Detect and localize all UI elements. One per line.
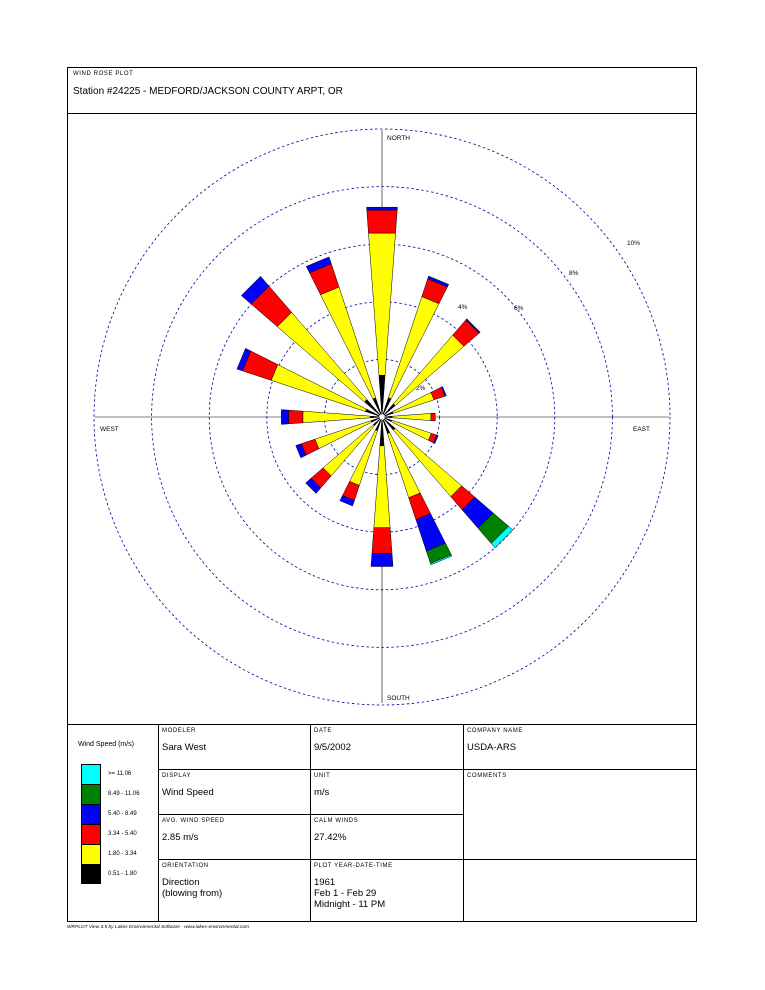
legend-swatch-yellow bbox=[81, 844, 101, 864]
legend-swatch-green bbox=[81, 784, 101, 804]
orientation-value bbox=[162, 877, 222, 899]
legend-swatch-blue bbox=[81, 804, 101, 824]
wind-rose-svg bbox=[68, 113, 696, 724]
wind-rose-chart bbox=[68, 113, 696, 725]
petal-E-class-1 bbox=[385, 416, 392, 418]
orientation-cell bbox=[159, 860, 311, 922]
orientation-line-2: (blowing from) bbox=[162, 888, 223, 899]
calm-center bbox=[379, 414, 385, 420]
plot-frame bbox=[67, 67, 697, 922]
legend bbox=[68, 725, 159, 921]
legend-swatch-red bbox=[81, 824, 101, 844]
station-title: Station #24225 - MEDFORD/JACKSON COUNTY ARPT, OR bbox=[73, 86, 343, 97]
period-year: 1961 bbox=[314, 877, 336, 888]
petal-S-class-4 bbox=[371, 554, 393, 567]
petal-N-class-2 bbox=[368, 233, 395, 375]
petal-E-class-3 bbox=[431, 413, 435, 421]
display-label: DISPLAY bbox=[162, 773, 192, 779]
period-label: PLOT YEAR-DATE-TIME bbox=[314, 863, 393, 869]
plot-header bbox=[68, 68, 696, 114]
avg-speed-label: AVG. WIND SPEED bbox=[162, 818, 225, 824]
orientation-line-1: Direction bbox=[162, 877, 200, 888]
legend-swatch-black bbox=[81, 864, 101, 884]
unit-cell bbox=[311, 770, 464, 815]
legend-range-5: 1.80 - 3.34 bbox=[108, 851, 137, 857]
compass-label-east: EAST bbox=[633, 426, 650, 433]
legend-swatch-cyan bbox=[81, 764, 101, 784]
calm-winds-value: 27.42% bbox=[314, 832, 347, 843]
petal-N-class-3 bbox=[367, 210, 397, 233]
ring-label-2: 4% bbox=[458, 304, 468, 311]
company-label: COMPANY NAME bbox=[467, 728, 523, 734]
period-time: Midnight - 11 PM bbox=[314, 899, 386, 910]
compass-label-north: NORTH bbox=[387, 135, 410, 142]
petal-W-class-1 bbox=[370, 416, 379, 418]
legend-range-2: 8.49 - 11.06 bbox=[108, 791, 140, 797]
unit-label: UNIT bbox=[314, 773, 331, 779]
petal-S-class-3 bbox=[372, 528, 392, 554]
compass-label-west: WEST bbox=[100, 426, 119, 433]
display-value: Wind Speed bbox=[162, 787, 214, 798]
petal-E-class-2 bbox=[392, 413, 431, 420]
compass-label-south: SOUTH bbox=[387, 695, 410, 702]
petal-S-class-2 bbox=[374, 446, 390, 528]
petal-S-class-1 bbox=[380, 420, 384, 446]
petal-N-class-1 bbox=[379, 375, 385, 414]
display-cell bbox=[159, 770, 311, 815]
modeler-value: Sara West bbox=[162, 742, 207, 753]
avg-speed-value: 2.85 m/s bbox=[162, 832, 199, 843]
plot-type-label: WIND ROSE PLOT bbox=[73, 71, 134, 77]
legend-range-4: 3.34 - 5.40 bbox=[108, 831, 137, 837]
calm-winds-label: CALM WINDS bbox=[314, 818, 359, 824]
modeler-label: MODELER bbox=[162, 728, 196, 734]
legend-range-6: 0.51 - 1.80 bbox=[108, 871, 137, 877]
ring-label-4: 8% bbox=[569, 270, 579, 277]
petal-W-class-2 bbox=[303, 411, 371, 423]
calm-winds-cell bbox=[311, 815, 464, 860]
date-label: DATE bbox=[314, 728, 332, 734]
modeler-cell bbox=[159, 725, 311, 770]
comments-label: COMMENTS bbox=[467, 773, 507, 779]
legend-range-3: 5.40 - 8.49 bbox=[108, 811, 137, 817]
legend-title: Wind Speed (m/s) bbox=[78, 741, 135, 748]
ring-label-1: 2% bbox=[416, 385, 426, 392]
petal-W-class-4 bbox=[281, 410, 288, 425]
comments-cell bbox=[464, 770, 696, 860]
period-dates: Feb 1 - Feb 29 bbox=[314, 888, 377, 899]
unit-value: m/s bbox=[314, 787, 330, 798]
petal-W-class-3 bbox=[289, 410, 303, 424]
orientation-label: ORIENTATION bbox=[162, 863, 209, 869]
ring-label-3: 6% bbox=[514, 305, 524, 312]
period-value bbox=[314, 877, 385, 910]
date-cell bbox=[311, 725, 464, 770]
legend-range-1: >= 11.06 bbox=[108, 771, 132, 777]
software-credit: WRPLOT View 3.5 by Lakes Environmental Software - www.lakes-environmental.com bbox=[67, 925, 249, 930]
petal-N-class-4 bbox=[367, 207, 398, 210]
company-value: USDA-ARS bbox=[467, 742, 517, 753]
date-value: 9/5/2002 bbox=[314, 742, 351, 753]
company-cell bbox=[464, 725, 696, 770]
ring-label-5: 10% bbox=[627, 240, 641, 247]
avg-speed-cell bbox=[159, 815, 311, 860]
period-cell bbox=[311, 860, 464, 922]
